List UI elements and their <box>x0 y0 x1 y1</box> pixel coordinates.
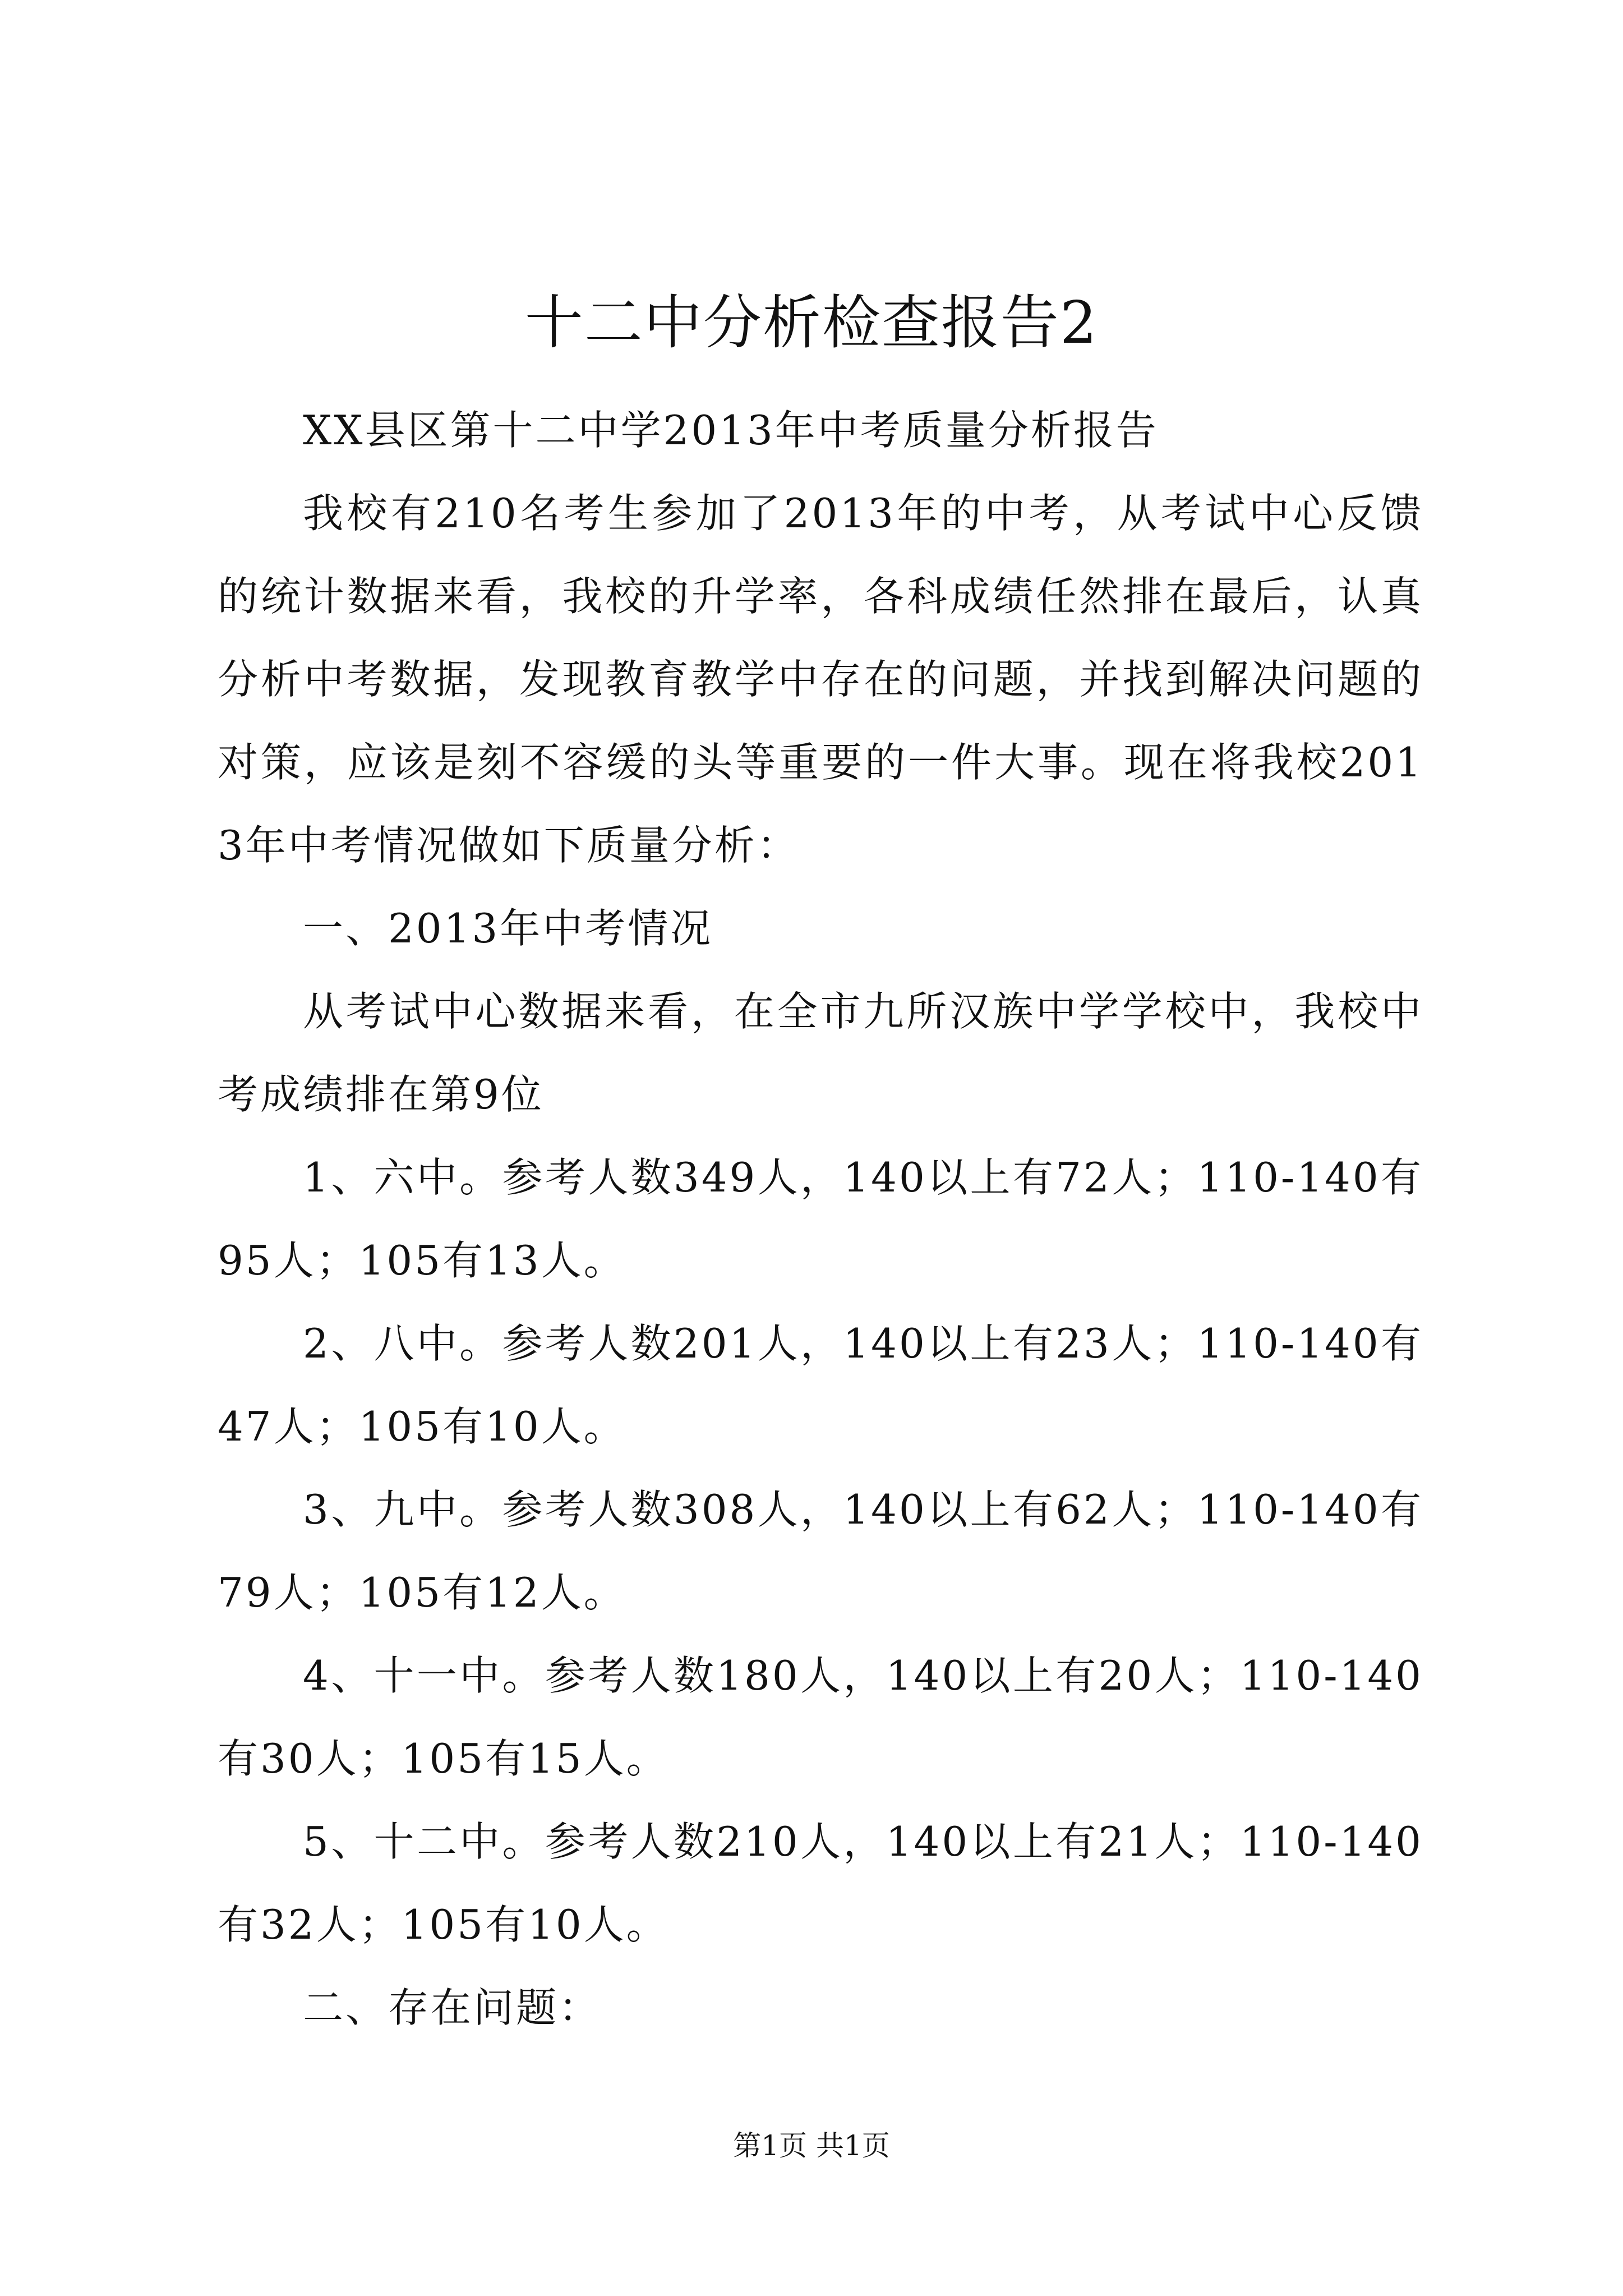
list-item-school-6: 1、六中。参考人数349人，140以上有72人；110-140有95人；105有13人。 <box>218 1154 1423 1284</box>
paragraph-ranking: 从考试中心数据来看，在全市九所汉族中学学校中，我校中考成绩排在第9位 <box>218 988 1423 1118</box>
list-item-school-9: 3、九中。参考人数308人，140以上有62人；110-140有79人；105有12人。 <box>218 1486 1423 1616</box>
page-number: 第1页 共1页 <box>733 2129 890 2162</box>
list-item-school-8: 2、八中。参考人数201人，140以上有23人；110-140有47人；105有10人。 <box>218 1320 1423 1450</box>
section-heading-exam-situation: 一、2013年中考情况 <box>303 905 713 952</box>
document-title: 十二中分析检查报告2 <box>524 288 1099 357</box>
list-item-school-11: 4、十一中。参考人数180人，140以上有20人；110-140有30人；105有15人。 <box>218 1652 1423 1782</box>
paragraph-intro: 我校有210名考生参加了2013年的中考，从考试中心反馈的统计数据来看，我校的升学率，各科成绩任然排在最后，认真分析中考数据，发现教育教学中存在的问题，并找到解决问题的对策，应该是刻不容缓的头等重要的一件大事。现在将我校2013年中考情况做如下质量分析： <box>218 490 1423 869</box>
list-item-school-12: 5、十二中。参考人数210人，140以上有21人；110-140有32人；105有10人。 <box>218 1818 1423 1948</box>
paragraph-subtitle: XX县区第十二中学2013年中考质量分析报告 <box>303 407 1159 454</box>
document-body <box>218 389 1423 2049</box>
section-heading-problems: 二、存在问题： <box>303 1984 602 2031</box>
